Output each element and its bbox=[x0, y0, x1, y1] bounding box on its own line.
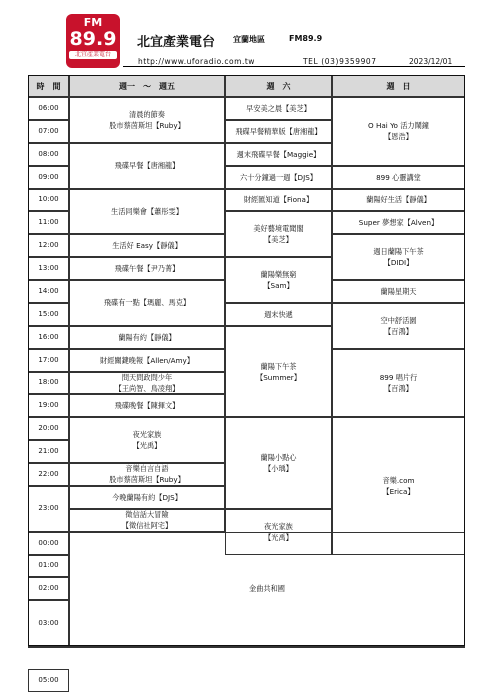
saturday-program bbox=[225, 509, 332, 555]
telephone: TEL (03)9359907 bbox=[303, 57, 377, 66]
program-line: 週末快遞 bbox=[264, 309, 293, 319]
program-line bbox=[133, 647, 162, 648]
weekday-program bbox=[69, 349, 225, 372]
saturday-program bbox=[225, 166, 332, 189]
weekday-program bbox=[69, 143, 225, 189]
time-slot: 16:00 bbox=[28, 326, 69, 349]
website-url: http://www.uforadio.com.tw bbox=[138, 57, 255, 66]
time-slot: 05:00 bbox=[28, 669, 69, 692]
header-divider bbox=[123, 66, 465, 67]
saturday-program bbox=[225, 120, 332, 143]
program-line: 空中舒活園 bbox=[380, 315, 417, 325]
time-slot: 22:00 bbox=[28, 463, 69, 486]
column-header: 時 間 bbox=[28, 75, 69, 97]
time-slot: 18:00 bbox=[28, 372, 69, 395]
weekday-program bbox=[69, 257, 225, 280]
time-slot: 03:00 bbox=[28, 600, 69, 646]
program-line: 音樂.com bbox=[382, 475, 415, 485]
logo-fm: FM bbox=[83, 16, 103, 29]
program-line: 【王尚智、鳥凌翔】 bbox=[114, 383, 180, 393]
program-line: 夜光家族 bbox=[132, 430, 162, 440]
program-line: 【百鴻】 bbox=[384, 326, 413, 336]
program-schedule-table bbox=[28, 75, 465, 684]
program-line: 週日蘭陽下午茶 bbox=[373, 247, 424, 257]
program-line: 飛碟有一點【瑪麗、馬克】 bbox=[103, 298, 191, 308]
program-line: 【光禹】 bbox=[132, 441, 162, 451]
weekday-program bbox=[69, 486, 225, 509]
time-slot: 00:00 bbox=[28, 532, 69, 555]
program-line: 問天問政問少年 bbox=[121, 372, 173, 382]
program-line bbox=[365, 646, 433, 647]
program-line: 蘭陽小點心 bbox=[260, 453, 297, 462]
sunday-program bbox=[332, 166, 465, 189]
sunday-program bbox=[332, 234, 465, 280]
weekday-program bbox=[69, 372, 225, 395]
time-slot bbox=[28, 646, 69, 648]
station-name: 北宜產業電台 bbox=[137, 35, 216, 50]
time-slot: 20:00 bbox=[28, 417, 69, 440]
program-line: 財經匯知道【Fiona】 bbox=[243, 195, 314, 205]
sunday-program bbox=[332, 211, 465, 234]
sunday-program bbox=[332, 349, 465, 418]
saturday-program bbox=[225, 303, 332, 326]
program-line: 蘭陽好生活【靜儀】 bbox=[366, 195, 431, 205]
time-slot: 17:00 bbox=[28, 349, 69, 372]
time-slot: 15:00 bbox=[28, 303, 69, 326]
column-header: 週 六 bbox=[225, 75, 332, 97]
saturday-program bbox=[225, 143, 332, 166]
saturday-program bbox=[225, 257, 332, 303]
program-line: 899 心靈講堂 bbox=[376, 172, 421, 182]
column-header: 週 日 bbox=[332, 75, 465, 97]
time-slot: 12:00 bbox=[28, 234, 69, 257]
program-line: 徵信話大冒險 bbox=[125, 510, 169, 520]
time-slot: 07:00 bbox=[28, 120, 69, 143]
program-line: 飛碟午餐【尹乃菁】 bbox=[114, 264, 180, 274]
program-line: 【恩浩】 bbox=[384, 132, 413, 142]
sunday-program bbox=[332, 280, 465, 303]
program-line: 生活好 Easy【靜儀】 bbox=[112, 241, 182, 251]
program-line: 【Summer】 bbox=[256, 372, 301, 382]
column-header: 週一 ～ 週五 bbox=[69, 75, 225, 97]
saturday-program bbox=[225, 97, 332, 120]
program-line: 蘭陽星期天 bbox=[380, 286, 417, 296]
time-slot: 09:00 bbox=[28, 166, 69, 189]
program-line: 【小瑀】 bbox=[264, 464, 293, 473]
sunday-program bbox=[332, 303, 465, 349]
program-line: 飛碟早餐精華版【唐湘龍】 bbox=[235, 126, 322, 136]
time-slot: 21:00 bbox=[28, 440, 69, 463]
program-line: 飛碟晚餐【陳揮文】 bbox=[114, 401, 180, 411]
sunday-program bbox=[332, 646, 465, 648]
program-line: 899 唱片行 bbox=[379, 372, 418, 382]
time-slot: 06:00 bbox=[28, 97, 69, 120]
frequency-label: FM89.9 bbox=[289, 34, 323, 43]
weekday-program bbox=[69, 463, 225, 486]
program-line: 股市蔡茵斯坦【Ruby】 bbox=[109, 120, 185, 130]
program-line: 蘭陽樂無窮 bbox=[260, 270, 297, 279]
weekday-program bbox=[69, 189, 225, 235]
sunday-program bbox=[332, 189, 465, 212]
weekday-program bbox=[69, 509, 225, 532]
time-slot: 01:00 bbox=[28, 555, 69, 578]
program-line bbox=[384, 647, 413, 648]
schedule-date: 2023/12/01 bbox=[409, 57, 453, 66]
time-slot: 14:00 bbox=[28, 280, 69, 303]
region-label: 宜蘭地區 bbox=[233, 35, 265, 44]
saturday-program bbox=[225, 189, 332, 212]
time-slot: 23:00 bbox=[28, 486, 69, 532]
program-line bbox=[113, 646, 181, 647]
station-logo bbox=[66, 14, 120, 68]
program-line: Super 夢想家【Alven】 bbox=[358, 218, 439, 228]
weekday-program bbox=[69, 417, 225, 463]
time-slot: 13:00 bbox=[28, 257, 69, 280]
program-line: 週末飛碟早餐【Maggie】 bbox=[236, 149, 321, 159]
saturday-program bbox=[225, 326, 332, 418]
time-slot: 19:00 bbox=[28, 394, 69, 417]
weekday-program bbox=[69, 280, 225, 326]
program-line: 蘭陽下午茶 bbox=[260, 361, 297, 371]
program-line: 【Sam】 bbox=[263, 281, 294, 290]
program-line: 今晚蘭陽有約【DJS】 bbox=[112, 492, 182, 502]
program-line bbox=[245, 646, 313, 648]
program-line: 股市蔡茵斯坦【Ruby】 bbox=[109, 475, 185, 485]
saturday-program bbox=[225, 417, 332, 509]
program-line: 音樂自言自語 bbox=[125, 464, 169, 474]
program-line: 飛碟早餐【唐湘龍】 bbox=[114, 161, 180, 171]
sunday-program bbox=[332, 97, 465, 166]
program-line: 【DIDI】 bbox=[383, 258, 414, 268]
program-line: 【Erica】 bbox=[382, 486, 415, 496]
logo-subtitle: 北宜產業電台 bbox=[69, 51, 117, 59]
program-line: 早安美之晨【美芝】 bbox=[246, 103, 311, 113]
program-line: 生活同樂會【蕭彤雯】 bbox=[111, 206, 183, 216]
program-line: 美好藝境電聞閣 bbox=[253, 224, 304, 234]
weekday-program bbox=[69, 394, 225, 417]
weekday-program bbox=[69, 326, 225, 349]
program-line: O Hai Yo 活力鬧鐘 bbox=[368, 121, 429, 131]
program-line: 蘭陽有約【靜儀】 bbox=[118, 332, 176, 342]
saturday-program bbox=[225, 646, 332, 648]
program-line: 【美芝】 bbox=[264, 235, 293, 245]
program-line: 六十分鐘過一週【DJS】 bbox=[240, 172, 317, 182]
program-line: 【光禹】 bbox=[264, 532, 293, 542]
weekday-program bbox=[69, 97, 225, 143]
logo-frequency: 89.9 bbox=[69, 28, 117, 50]
saturday-program bbox=[225, 211, 332, 257]
program-line: 夜光家族 bbox=[264, 521, 293, 531]
weekday-program bbox=[69, 646, 225, 648]
time-slot: 02:00 bbox=[28, 577, 69, 600]
program-line: 財經關鍵晚報【Allen/Amy】 bbox=[100, 355, 194, 365]
time-slot: 08:00 bbox=[28, 143, 69, 166]
sunday-program bbox=[332, 417, 465, 554]
time-slot: 11:00 bbox=[28, 211, 69, 234]
time-slot: 10:00 bbox=[28, 189, 69, 212]
program-line: 金曲共和國 bbox=[249, 584, 285, 594]
program-line: 【百鴻】 bbox=[384, 383, 413, 393]
program-line: 【徵信社阿宅】 bbox=[121, 521, 173, 531]
program-line: 清晨的節奏 bbox=[129, 109, 165, 119]
weekday-program bbox=[69, 234, 225, 257]
